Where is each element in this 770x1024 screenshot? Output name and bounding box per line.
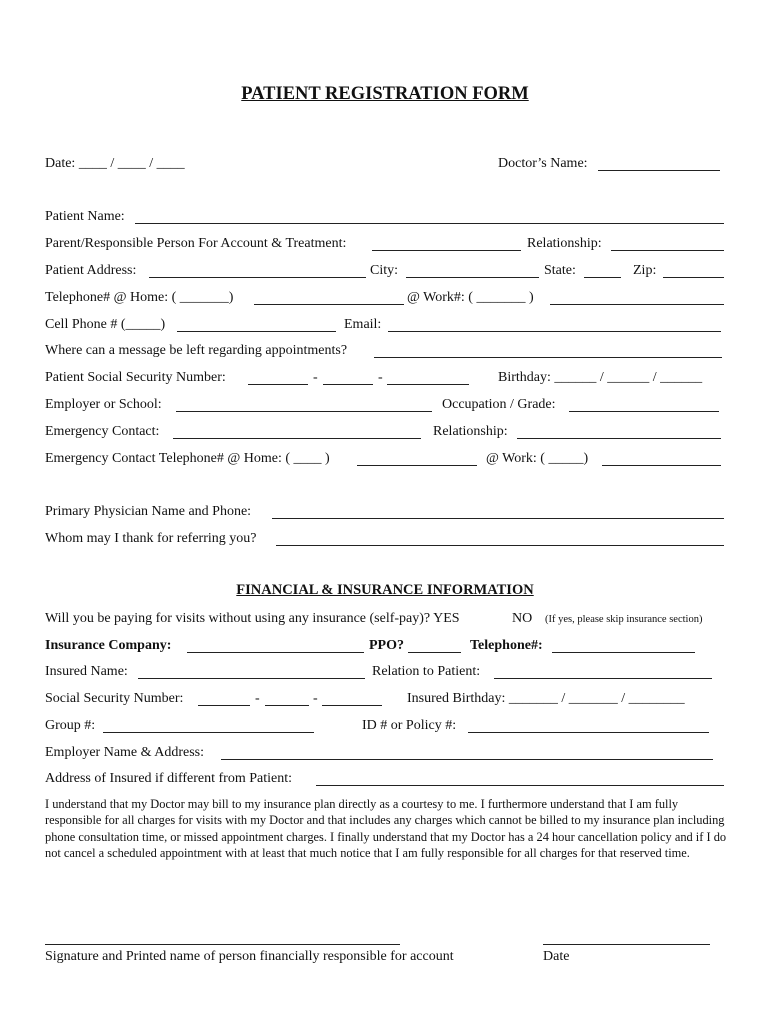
insurance-company-field[interactable]	[187, 652, 364, 653]
cell-phone-label: Cell Phone # (_____)	[45, 317, 166, 332]
state-field[interactable]	[584, 277, 621, 278]
message-field[interactable]	[374, 357, 722, 358]
message-label: Where can a message be left regarding appointments?	[45, 343, 348, 358]
city-field[interactable]	[406, 277, 539, 278]
emergency-home-phone-label: Emergency Contact Telephone# @ Home: ( ____ )	[45, 451, 330, 466]
insured-address-label: Address of Insured if different from Patient:	[45, 771, 293, 786]
referral-field[interactable]	[276, 545, 724, 546]
emergency-home-phone-field[interactable]	[357, 465, 477, 466]
patient-name-row	[45, 207, 725, 227]
emergency-row	[45, 422, 725, 442]
emergency-work-phone-label: @ Work: ( _____)	[486, 451, 589, 466]
selfpay-note: (If yes, please skip insurance section)	[545, 614, 703, 625]
home-phone-label: Telephone# @ Home: ( _______)	[45, 290, 234, 305]
zip-field[interactable]	[663, 277, 724, 278]
emergency-relationship-field[interactable]	[517, 438, 721, 439]
insurance-company-row	[45, 636, 725, 656]
employer-address-row	[45, 743, 725, 763]
work-phone-label: @ Work#: ( _______ )	[407, 290, 534, 305]
relation-to-patient-label: Relation to Patient:	[372, 664, 481, 679]
ssn-field-2[interactable]	[323, 384, 373, 385]
group-label: Group #:	[45, 718, 96, 733]
work-phone-field[interactable]	[550, 304, 724, 305]
cell-phone-field[interactable]	[177, 331, 336, 332]
relationship-label: Relationship:	[527, 236, 602, 251]
ssn-dash: -	[313, 691, 318, 706]
agreement-paragraph: I understand that my Doctor may bill to my insurance plan directly as a courtesy to me. I furthermore understand that I am fully responsible for all charges for visits with my Doctor and that includes any charges which cannot be billed to my insurance plan including phone consultation time, or missed appointment charges. I finally understand that my Doctor has a 24 hour cancellation policy and if I do not cancel a scheduled appointment with at least that much notice that I am fully responsible for all charges for that reserved time.	[45, 797, 727, 861]
group-row	[45, 716, 725, 736]
physician-label: Primary Physician Name and Phone:	[45, 504, 252, 519]
insured-ssn-row	[45, 689, 725, 709]
address-row	[45, 261, 725, 281]
ssn-dash: -	[255, 691, 260, 706]
emergency-relationship-label: Relationship:	[433, 424, 508, 439]
emergency-contact-label: Emergency Contact:	[45, 424, 160, 439]
emergency-work-phone-field[interactable]	[602, 465, 721, 466]
relation-to-patient-field[interactable]	[494, 678, 712, 679]
home-phone-field[interactable]	[254, 304, 404, 305]
insured-ssn-label: Social Security Number:	[45, 691, 184, 706]
employer-label: Employer or School:	[45, 397, 162, 412]
referral-row	[45, 529, 725, 549]
email-label: Email:	[344, 317, 382, 332]
parent-field[interactable]	[372, 250, 521, 251]
physician-field[interactable]	[272, 518, 724, 519]
group-field[interactable]	[103, 732, 314, 733]
employer-row	[45, 395, 725, 415]
address-field[interactable]	[149, 277, 366, 278]
ssn-row	[45, 368, 725, 388]
insured-ssn-field-3[interactable]	[322, 705, 382, 706]
patient-name-field[interactable]	[135, 223, 724, 224]
financial-section-title: FINANCIAL & INSURANCE INFORMATION	[236, 582, 534, 598]
telephone-row	[45, 288, 725, 308]
parent-row	[45, 234, 725, 254]
policy-field[interactable]	[468, 732, 709, 733]
signature-date-label: Date	[543, 949, 570, 964]
city-label: City:	[370, 263, 399, 278]
insured-ssn-field-2[interactable]	[265, 705, 309, 706]
insured-name-label: Insured Name:	[45, 664, 128, 679]
message-row	[45, 341, 725, 361]
employer-field[interactable]	[176, 411, 432, 412]
ssn-field-1[interactable]	[248, 384, 308, 385]
insurance-telephone-label: Telephone#:	[470, 638, 543, 653]
doctor-name-label: Doctor’s Name:	[498, 156, 588, 171]
policy-label: ID # or Policy #:	[362, 718, 457, 733]
signature-field[interactable]	[45, 944, 400, 945]
insurance-company-label: Insurance Company:	[45, 638, 172, 653]
employer-address-field[interactable]	[221, 759, 713, 760]
physician-row	[45, 502, 725, 522]
zip-label: Zip:	[633, 263, 657, 278]
selfpay-row	[45, 609, 735, 629]
insured-name-field[interactable]	[138, 678, 365, 679]
address-label: Patient Address:	[45, 263, 137, 278]
ssn-dash: -	[313, 370, 318, 385]
patient-name-label: Patient Name:	[45, 209, 125, 224]
employer-address-label: Employer Name & Address:	[45, 745, 205, 760]
referral-label: Whom may I thank for referring you?	[45, 531, 257, 546]
insured-ssn-field-1[interactable]	[198, 705, 250, 706]
insured-name-row	[45, 662, 725, 682]
insured-address-row	[45, 769, 725, 789]
form-title: PATIENT REGISTRATION FORM	[241, 84, 529, 104]
ppo-label: PPO?	[369, 638, 404, 653]
emergency-phone-row	[45, 449, 725, 469]
insurance-telephone-field[interactable]	[552, 652, 695, 653]
ssn-field-3[interactable]	[387, 384, 469, 385]
emergency-contact-field[interactable]	[173, 438, 421, 439]
signature-label: Signature and Printed name of person financially responsible for account	[45, 949, 454, 964]
date-row	[45, 154, 725, 174]
email-field[interactable]	[388, 331, 721, 332]
occupation-field[interactable]	[569, 411, 719, 412]
birthday-label: Birthday: ______ / ______ / ______	[498, 370, 703, 385]
state-label: State:	[544, 263, 576, 278]
ppo-field[interactable]	[408, 652, 461, 653]
insured-birthday-label: Insured Birthday: _______ / _______ / ________	[407, 691, 685, 706]
relationship-field[interactable]	[611, 250, 724, 251]
parent-label: Parent/Responsible Person For Account & Treatment:	[45, 236, 347, 251]
insured-address-field[interactable]	[316, 785, 724, 786]
ssn-label: Patient Social Security Number:	[45, 370, 226, 385]
doctor-name-field[interactable]	[598, 170, 720, 171]
selfpay-question: Will you be paying for visits without using any insurance (self-pay)? YES	[45, 611, 460, 626]
ssn-dash: -	[378, 370, 383, 385]
cell-row	[45, 315, 725, 335]
date-label: Date: ____ / ____ / ____	[45, 156, 185, 171]
signature-date-field[interactable]	[543, 944, 710, 945]
selfpay-no-option[interactable]: NO	[512, 611, 533, 626]
occupation-label: Occupation / Grade:	[442, 397, 556, 412]
